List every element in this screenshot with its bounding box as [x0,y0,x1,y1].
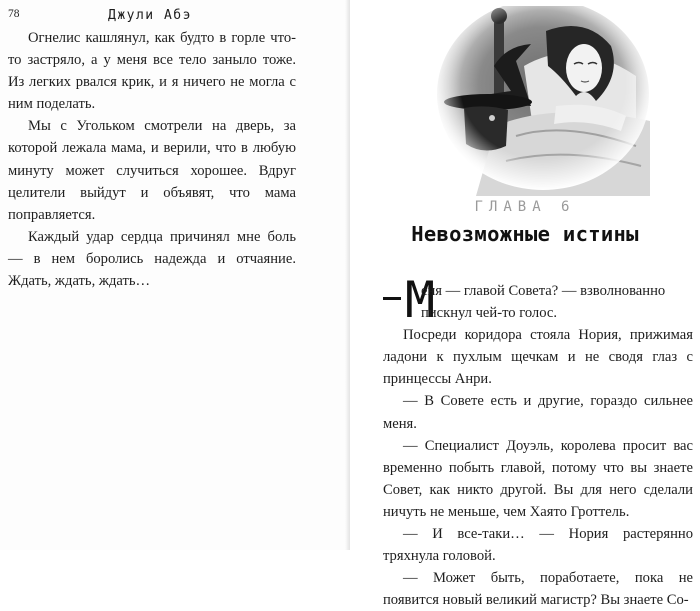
paragraph: — В Совете есть и другие, гораздо сильнее меня. [383,393,693,432]
paragraph: Посреди коридора стояла Нория, прижимая ладони к пухлым щечкам и не сводя глаз с принцессы Анри. [383,327,693,388]
opening-line: еня — главой Совета? — взволнованно [421,283,666,299]
page-number: 78 [8,8,20,20]
paragraph: — Может быть, поработаете, пока не появится новый великий магистр? Вы знаете Со- [383,570,693,609]
chapter-title: Невозможные истины [411,222,639,246]
left-page-header [8,8,338,26]
paragraph: Огнелис кашлянул, как будто в горле что-то застряло, а у меня все тело заныло тоже. Из легких рвался крик, и я ничего не могла с ним поделать. [8,30,296,113]
left-page [0,0,350,550]
chapter-label: ГЛАВА 6 [474,199,576,215]
running-head: Джули Абэ [108,8,192,23]
paragraph: Каждый удар сердца причинял мне боль — в нем боролись надежда и отчаяние. Ждать, ждать, ждать… [8,228,296,290]
chapter-illustration [436,6,650,196]
paragraph: Мы с Угольком смотрели на дверь, за которой лежала мама, и верили, что в любую минуту может случиться хорошее. Вдруг целители выйдут и объявят, что мама поправляется. [8,118,296,223]
opening-line: пискнул чей-то голос. [421,305,557,322]
paragraph: — Специалист Доуэль, королева просит вас временно побыть главой, потому что вы знаете Совет, как никто другой. Вы для него сделали ничуть не меньше, чем Хаято Гроттель. [383,437,693,520]
left-page-body [8,27,296,292]
paragraph: — И все-таки… — Нория растерянно тряхнула головой. [383,526,693,565]
drop-cap-letter: М [405,271,436,329]
right-page-body [383,280,693,611]
